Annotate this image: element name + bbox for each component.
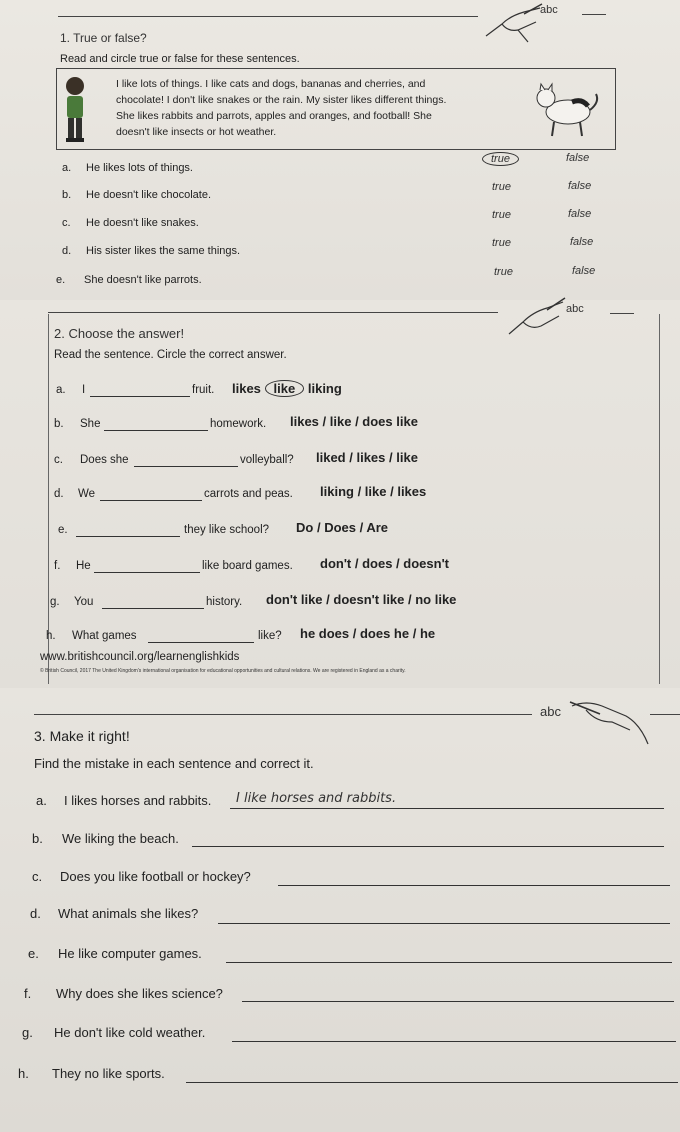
option[interactable]: doesn't — [403, 556, 449, 571]
options-row: likes / like / does like — [290, 414, 418, 429]
answer-line[interactable] — [192, 846, 664, 847]
item-letter: c. — [62, 217, 71, 229]
options-row — [232, 381, 342, 396]
item-letter: e. — [28, 946, 39, 961]
handwritten-answer: I like horses and rabbits. — [236, 791, 397, 806]
option[interactable]: like — [329, 414, 352, 429]
answer-line[interactable] — [230, 808, 664, 809]
writing-hand-icon — [566, 696, 650, 752]
item-letter: a. — [56, 384, 66, 396]
true-option[interactable]: true — [492, 209, 511, 221]
item-letter: a. — [62, 162, 72, 174]
option[interactable]: he does — [300, 626, 350, 641]
passage-line-4: doesn't like insects or hot weather. — [116, 126, 277, 138]
item-letter: d. — [30, 906, 41, 921]
option[interactable]: likes — [290, 414, 319, 429]
answer-line[interactable] — [186, 1082, 678, 1083]
item-text: I likes horses and rabbits. — [64, 793, 212, 808]
false-option[interactable]: false — [568, 180, 592, 192]
item-before-text: He — [76, 560, 91, 572]
writing-hand-icon — [480, 0, 548, 46]
options-row: liking / like / likes — [320, 484, 427, 499]
boy-figure-icon — [58, 74, 92, 146]
item-letter: f. — [54, 560, 61, 572]
item-after-text: fruit. — [192, 384, 215, 396]
item-letter: g. — [22, 1025, 33, 1040]
option[interactable]: likes — [356, 450, 386, 465]
item-text: They no like sports. — [52, 1066, 165, 1081]
option[interactable]: liking — [320, 484, 354, 499]
option[interactable]: like — [364, 484, 387, 499]
option[interactable]: don't like — [266, 592, 323, 607]
answer-line[interactable] — [232, 1041, 676, 1042]
answer-blank[interactable] — [100, 500, 202, 501]
option[interactable]: liked — [316, 450, 346, 465]
footer-copyright: © British Council, 2017 The United Kingdom's international organisation for educational opportunities and cultural relations. We are registered in England as a charity. — [40, 668, 406, 674]
false-option[interactable]: false — [566, 152, 590, 164]
item-letter: b. — [62, 189, 72, 201]
item-text: Why does she likes science? — [56, 986, 223, 1001]
section2-top-rule — [48, 312, 498, 313]
passage-line-1: I like lots of things. I like cats and dogs, bananas and cherries, and — [116, 78, 426, 90]
item-letter: f. — [24, 986, 32, 1001]
item-after-text: history. — [206, 596, 243, 608]
option[interactable]: does — [362, 556, 393, 571]
answer-blank[interactable] — [148, 642, 254, 643]
passage-line-2: chocolate! I don't like snakes or the rain. My sister likes different things. — [116, 94, 447, 106]
item-letter: b. — [54, 418, 64, 430]
option[interactable]: likes — [397, 484, 427, 499]
item-letter: h. — [18, 1066, 29, 1081]
passage-line-3: She likes rabbits and parrots, apples and oranges, and football! She — [116, 110, 432, 122]
answer-blank[interactable] — [94, 572, 200, 573]
item-letter: h. — [46, 630, 56, 642]
section3-instruction: Find the mistake in each sentence and correct it. — [34, 756, 314, 771]
footer-url[interactable]: www.britishcouncil.org/learnenglishkids — [40, 651, 240, 663]
option[interactable]: does like — [362, 414, 418, 429]
item-letter: c. — [32, 869, 43, 884]
option-circled[interactable]: like — [265, 380, 305, 397]
abc-label: abc — [540, 704, 561, 719]
item-before-text: Does she — [80, 454, 129, 466]
option[interactable]: liking — [307, 381, 342, 396]
item-letter: e. — [58, 524, 68, 536]
item-text: What animals she likes? — [58, 906, 199, 921]
options-row: don't / does / doesn't — [320, 556, 449, 571]
option[interactable]: likes — [232, 381, 261, 396]
option[interactable]: Are — [366, 520, 389, 535]
section-true-false — [0, 0, 680, 300]
item-text: We liking the beach. — [62, 831, 179, 846]
answer-blank[interactable] — [76, 536, 180, 537]
true-option-circled[interactable]: true — [482, 152, 519, 166]
option[interactable]: like — [396, 450, 418, 465]
true-option[interactable]: true — [492, 181, 511, 193]
item-letter: b. — [32, 831, 43, 846]
item-text: He don't like cold weather. — [54, 1025, 206, 1040]
section-choose-answer — [0, 300, 680, 688]
item-text: He like computer games. — [58, 946, 202, 961]
item-before-text: She — [80, 418, 101, 430]
options-row: he does / does he / he — [300, 626, 436, 641]
answer-blank[interactable] — [134, 466, 238, 467]
option[interactable]: no like — [415, 592, 457, 607]
abc-label: abc — [566, 303, 584, 315]
item-after-text: homework. — [210, 418, 267, 430]
answer-line[interactable] — [242, 1001, 674, 1002]
options-row: liked / likes / like — [316, 450, 418, 465]
option[interactable]: Do — [296, 520, 314, 535]
option[interactable]: Does — [324, 520, 356, 535]
abc-rule — [650, 714, 680, 715]
section3-title: 3. Make it right! — [34, 728, 130, 744]
true-option[interactable]: true — [492, 237, 511, 249]
section-make-it-right — [0, 688, 680, 1132]
section2-title: 2. Choose the answer! — [54, 326, 185, 341]
item-before-text: What games — [72, 630, 137, 642]
option[interactable]: don't — [320, 556, 352, 571]
item-before-text: We — [78, 488, 96, 500]
false-option[interactable]: false — [572, 265, 596, 277]
item-before-text: You — [74, 596, 94, 608]
section1-instruction: Read and circle true or false for these sentences. — [60, 53, 300, 65]
item-before-text: I — [82, 384, 86, 396]
option[interactable]: does he — [359, 626, 410, 641]
item-after-text: they like school? — [184, 524, 270, 536]
options-row: don't like / doesn't like / no like — [266, 592, 457, 607]
answer-blank[interactable] — [102, 608, 204, 609]
abc-label: abc — [540, 4, 558, 16]
options-row: Do / Does / Are — [296, 520, 389, 535]
true-option[interactable]: true — [494, 266, 513, 278]
item-letter: g. — [50, 596, 60, 608]
answer-blank[interactable] — [104, 430, 208, 431]
answer-line[interactable] — [218, 923, 670, 924]
section2-instruction: Read the sentence. Circle the correct answer. — [54, 349, 287, 361]
item-letter: d. — [62, 245, 72, 257]
item-letter: a. — [36, 793, 47, 808]
false-option[interactable]: false — [570, 236, 594, 248]
item-after-text: like board games. — [202, 560, 293, 572]
answer-blank[interactable] — [90, 396, 190, 397]
item-after-text: like? — [258, 630, 282, 642]
item-letter: e. — [56, 274, 66, 286]
item-text: She doesn't like parrots. — [84, 274, 202, 286]
passage-text — [116, 76, 446, 140]
option[interactable]: he — [419, 626, 436, 641]
abc-rule — [582, 14, 606, 15]
item-text: He likes lots of things. — [86, 162, 193, 174]
answer-line[interactable] — [278, 885, 670, 886]
section3-top-rule — [34, 714, 532, 715]
cat-icon — [528, 72, 602, 142]
answer-line[interactable] — [226, 962, 672, 963]
top-rule — [58, 16, 478, 17]
item-after-text: volleyball? — [240, 454, 294, 466]
item-text: Does you like football or hockey? — [60, 869, 251, 884]
item-text: His sister likes the same things. — [86, 245, 241, 257]
item-text: He doesn't like snakes. — [86, 217, 199, 229]
section1-title: 1. True or false? — [60, 31, 147, 45]
item-letter: d. — [54, 488, 64, 500]
item-text: He doesn't like chocolate. — [86, 189, 212, 201]
item-after-text: carrots and peas. — [204, 488, 293, 500]
option[interactable]: doesn't like — [333, 592, 405, 607]
false-option[interactable]: false — [568, 208, 592, 220]
item-letter: c. — [54, 454, 63, 466]
